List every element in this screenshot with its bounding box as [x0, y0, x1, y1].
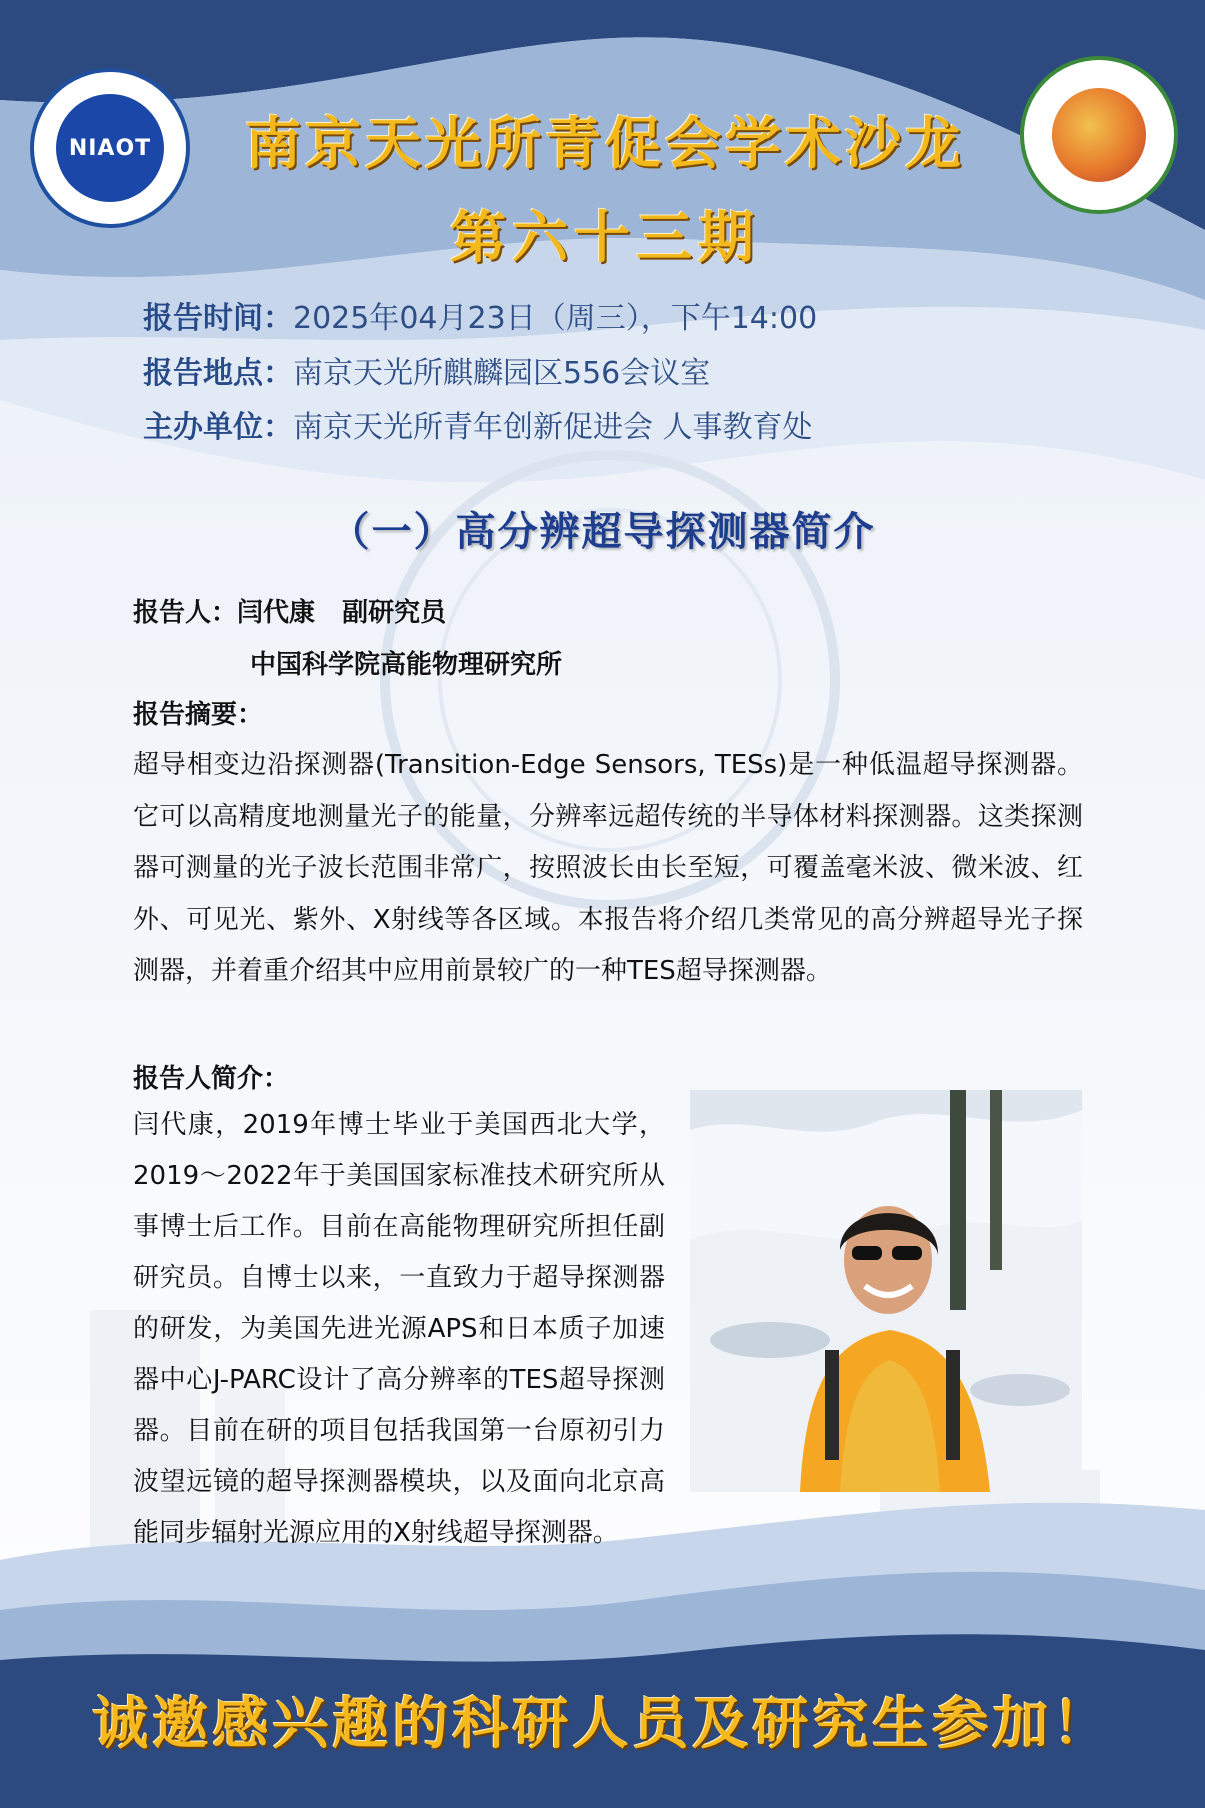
speaker-line: 报告人：闫代康 副研究员 — [133, 598, 447, 628]
meta-place-label: 报告地点： — [143, 356, 293, 391]
speaker-photo — [690, 1090, 1082, 1492]
report-title: （一）高分辨超导探测器简介 — [329, 509, 876, 555]
meta-host-value: 南京天光所青年创新促进会 人事教育处 — [293, 410, 813, 445]
poster-title: 南京天光所青促会学术沙龙 — [245, 111, 965, 177]
meta-time — [143, 293, 817, 337]
bio-text: 闫代康，2019年博士毕业于美国西北大学，2019～2022年于美国国家标准技术研究所从事博士后工作。目前在高能物理研究所担任副研究员。自博士以来，一直致力于超导探测器的研发，为美国先进光源APS和日本质子加速器中心J-PARC设计了高分辨率的TES超导探测器。目前在研的项目包括我国第一台原初引力波望远镜的超导探测器模块，以及面向北京高能同步辐射光源应用的X射线超导探测器。 — [133, 1110, 665, 1548]
meta-place-value: 南京天光所麒麟园区556会议室 — [293, 356, 711, 391]
meta-host — [143, 402, 813, 446]
youth-association-logo — [1020, 56, 1178, 214]
meta-host-label: 主办单位： — [143, 410, 293, 445]
meta-time-label: 报告时间： — [143, 301, 293, 336]
youth-association-emblem — [1052, 88, 1146, 182]
speaker-institution: 中国科学院高能物理研究所 — [250, 650, 563, 680]
niaot-logo — [30, 68, 190, 228]
abstract-label: 报告摘要： — [133, 700, 264, 730]
meta-time-value: 2025年04月23日（周三），下午14:00 — [293, 301, 818, 336]
invitation-footer: 诚邀感兴趣的科研人员及研究生参加！ — [92, 1691, 1113, 1757]
issue-number: 第六十三期 — [450, 205, 760, 271]
speaker-photo-illustration — [690, 1090, 1082, 1492]
abstract-text: 超导相变边沿探测器(Transition-Edge Sensors, TESs)是一种低温超导探测器。它可以高精度地测量光子的能量，分辨率远超传统的半导体材料探测器。这类探测器可测量的光子波长范围非常广，按照波长由长至短，可覆盖毫米波、微米波、红外、可见光、紫外、X射线等各区域。本报告将介绍几类常见的高分辨超导光子探测器，并着重介绍其中应用前景较广的一种TES超导探测器。 — [133, 750, 1083, 986]
meta-place — [143, 348, 710, 392]
niaot-logo-text: NIAOT — [56, 94, 164, 202]
bio-label: 报告人简介： — [133, 1064, 290, 1094]
